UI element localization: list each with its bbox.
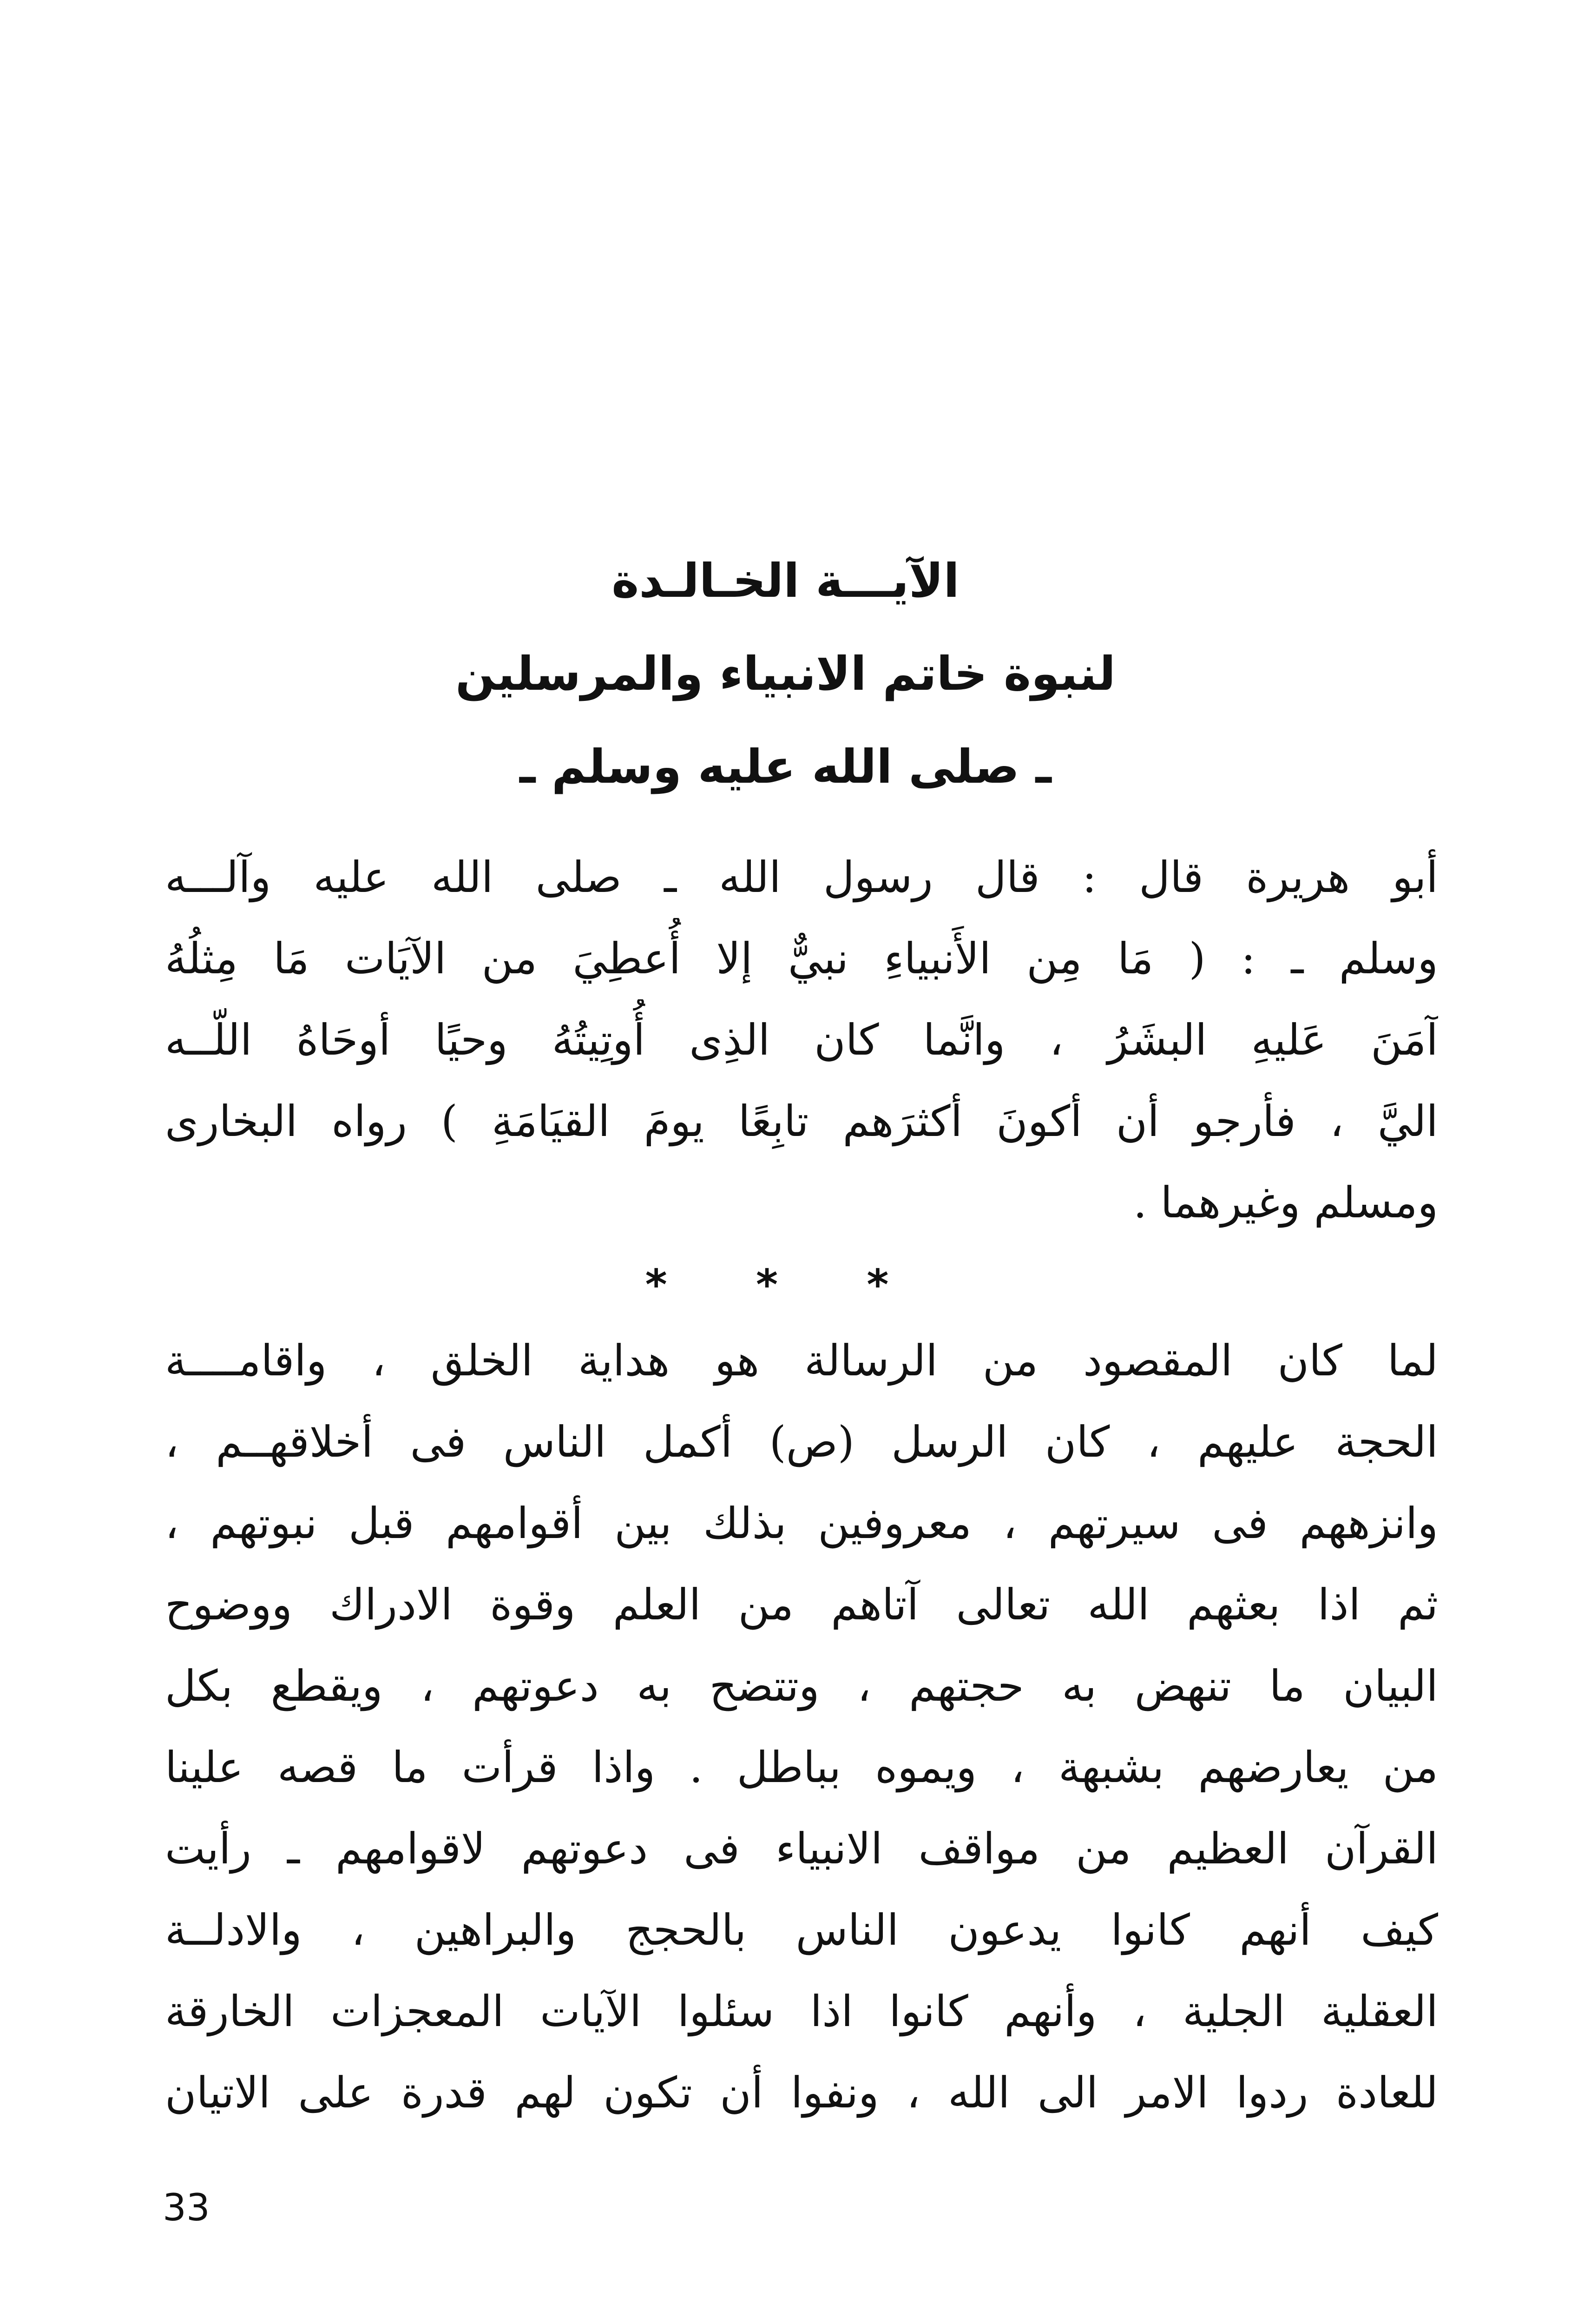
hadith-line: أبو هريرة قال : قال رسول الله ـ صلى الله عليه وآلـــه [165, 852, 1438, 902]
paragraph-line: العقلية الجلية ، وأنهم كانوا اذا سئلوا الآيات المعجزات الخارقة [165, 1987, 1438, 2036]
paragraph-line: البيان ما تنهض به حجتهم ، وتتضح به دعوتهم ، ويقطع بكل [165, 1661, 1438, 1711]
section-separator: * * * [645, 1261, 926, 1309]
paragraph-line: للعادة ردوا الامر الى الله ، ونفوا أن تكون لهم قدرة على الاتيان [165, 2068, 1438, 2118]
paragraph-line: وانزههم فى سيرتهم ، معروفين بذلك بين أقوامهم قبل نبوتهم ، [165, 1499, 1438, 1548]
main-paragraph [165, 1320, 1438, 2133]
page-number: 33 [163, 2186, 210, 2229]
paragraph-line: القرآن العظيم من مواقف الانبياء فى دعوتهم لاقوامهم ـ رأيت [165, 1824, 1438, 1874]
hadith-line: ومسلم وغيرهما . [1133, 1178, 1438, 1228]
title-line-2: لنبوة خاتم الانبياء والمرسلين [455, 647, 1116, 701]
hadith-line: آمَنَ عَليهِ البشَرُ ، وانَّما كان الذِى أُوتِيتُهُ وحيًا أوحَاهُ اللّــه [165, 1015, 1438, 1065]
paragraph-line: الحجة عليهم ، كان الرسل (ص) أكمل الناس فى أخلاقهــم ، [165, 1417, 1438, 1467]
hadith-paragraph [165, 837, 1438, 1243]
hadith-line: وسلم ـ : ( مَا مِن الأَنبياءِ نبيٌّ إلا أُعطِيَ من الآيَات مَا مِثلُهُ [165, 934, 1438, 984]
chapter-title [0, 535, 1571, 813]
hadith-line: اليَّ ، فأرجو أن أكونَ أكثرَهم تابِعًا يومَ القيَامَةِ ) رواه البخارى [165, 1096, 1438, 1146]
title-line-1: الآيـــة الخـالـدة [611, 554, 960, 608]
title-line-3: ـ صلى الله عليه وسلم ـ [519, 739, 1052, 794]
paragraph-line: ثم اذا بعثهم الله تعالى آتاهم من العلم وقوة الادراك ووضوح [165, 1580, 1438, 1630]
paragraph-line: من يعارضهم بشبهة ، ويموه بباطل . واذا قرأت ما قصه علينا [165, 1743, 1438, 1792]
paragraph-line: كيف أنهم كانوا يدعون الناس بالحجج والبراهين ، والادلــة [165, 1905, 1438, 1955]
paragraph-line: لما كان المقصود من الرسالة هو هداية الخلق ، واقامــــة [165, 1336, 1438, 1386]
